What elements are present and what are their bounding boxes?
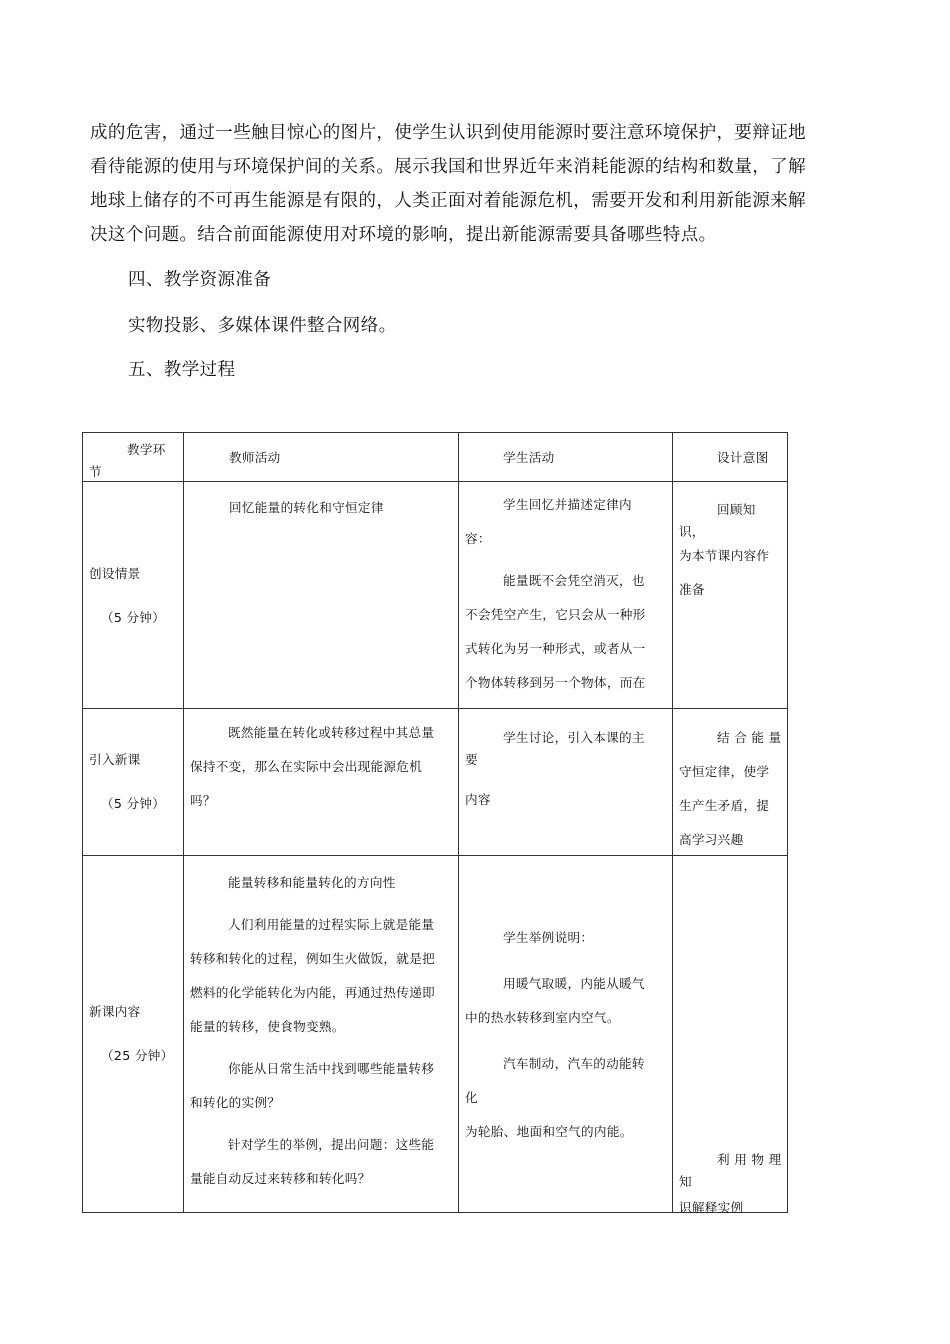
stage-time: （5 分钟） [101,796,166,811]
table-divider [83,708,787,709]
stage-label: 引入新课 [89,752,141,767]
design-line: 回顾知 [717,502,756,517]
teaching-process-table [82,432,788,1213]
intro-line: 决这个问题。结合前面能源使用对环境的影响，提出新能源需要具备哪些特点。 [90,225,717,245]
row-stage [89,557,165,635]
student-line: 学生举例说明： [503,930,594,945]
student-line: 化 [465,1090,478,1105]
header-stage-line2: 节 [89,464,102,479]
design-line: 准备 [679,582,705,597]
table-divider [458,433,459,1212]
header-student: 学生活动 [503,450,555,465]
student-line: 式转化为另一种形式，或者从一 [465,641,646,656]
row-stage [89,743,165,821]
intro-line: 看待能源的使用与环境保护间的关系。展示我国和世界近年来消耗能源的结构和数量，了解 [90,157,806,177]
section4-title: 四、教学资源准备 [128,270,272,290]
row-design [679,721,782,857]
intro-line: 成的危害，通过一些触目惊心的图片，使学生认识到使用能源时要注意环境保护，要辩证地 [90,123,806,143]
teacher-line: 既然能量在转化或转移过程中其总量 [228,725,435,740]
row-teacher [190,866,435,1196]
student-line: 能量既不会凭空消灭，也 [503,573,645,588]
row-design [679,499,769,601]
design-line: 利 用 物 理 [717,1152,782,1167]
table-divider [672,433,673,1212]
intro-line: 地球上储存的不可再生能源是有限的，人类正面对着能源危机，需要开发和利用新能源来解 [90,191,806,211]
design-line: 识， [679,524,705,539]
stage-time: （25 分钟） [101,1048,174,1063]
design-line: 高学习兴趣 [679,832,744,847]
row-teacher [229,491,384,525]
teacher-line: 转移和转化的过程，例如生火做饭，就是把 [190,951,435,966]
student-line: 要 [465,752,478,767]
stage-label: 新课内容 [89,1004,141,1019]
intro-paragraph [90,116,860,252]
teacher-line: 量能自动反过来转移和转化吗？ [190,1171,371,1186]
section4-body: 实物投影、多媒体课件整合网络。 [128,316,397,336]
row-student [465,921,645,1149]
teacher-line: 燃料的化学能转化为内能，再通过热传递即 [190,985,435,1000]
student-line: 内容 [465,792,491,807]
teacher-line: 你能从日常生活中找到哪些能量转移 [228,1061,435,1076]
section5-title: 五、教学过程 [128,360,236,380]
student-line: 用暖气取暖，内能从暖气 [503,976,645,991]
student-line: 汽车制动，汽车的动能转 [503,1056,645,1071]
header-stage-line1: 教学环 [127,442,166,457]
student-line: 容： [465,531,491,546]
teacher-line: 针对学生的举例，提出问题：这些能 [228,1137,435,1152]
design-line: 识解释实例 [679,1200,744,1215]
header-stage [89,439,166,483]
student-line: 不会凭空产生，它只会从一种形 [465,607,646,622]
row-design [679,1149,782,1219]
table-divider [83,481,787,482]
row-student [465,488,646,700]
header-teacher: 教师活动 [229,450,281,465]
teacher-line: 人们利用能量的过程实际上就是能量 [228,917,435,932]
table-divider [183,433,184,1212]
row-student [465,727,645,811]
teacher-line: 回忆能量的转化和守恒定律 [229,500,384,515]
design-line: 生产生矛盾，提 [679,798,770,813]
design-line: 为本节课内容作 [679,548,770,563]
row-teacher [190,716,434,818]
teacher-line: 吗？ [190,793,216,808]
student-line: 个物体转移到另一个物体，而在 [465,675,646,690]
design-line: 守恒定律，使学 [679,764,770,779]
design-line: 知 [679,1174,692,1189]
student-line: 学生讨论，引入本课的主 [503,730,645,745]
teacher-line: 和转化的实例？ [190,1095,281,1110]
student-line: 中的热水转移到室内空气。 [465,1010,620,1025]
teacher-line: 保持不变，那么在实际中会出现能源危机 [190,759,423,774]
header-design: 设计意图 [717,450,769,465]
student-line: 学生回忆并描述定律内 [503,497,632,512]
student-line: 为轮胎、地面和空气的内能。 [465,1124,633,1139]
stage-time: （5 分钟） [101,610,166,625]
teacher-line: 能量的转移，使食物变熟。 [190,1019,345,1034]
design-line: 结 合 能 量 [717,730,782,745]
stage-label: 创设情景 [89,566,141,581]
teacher-line: 能量转移和能量转化的方向性 [228,875,396,890]
row-stage [89,995,174,1073]
